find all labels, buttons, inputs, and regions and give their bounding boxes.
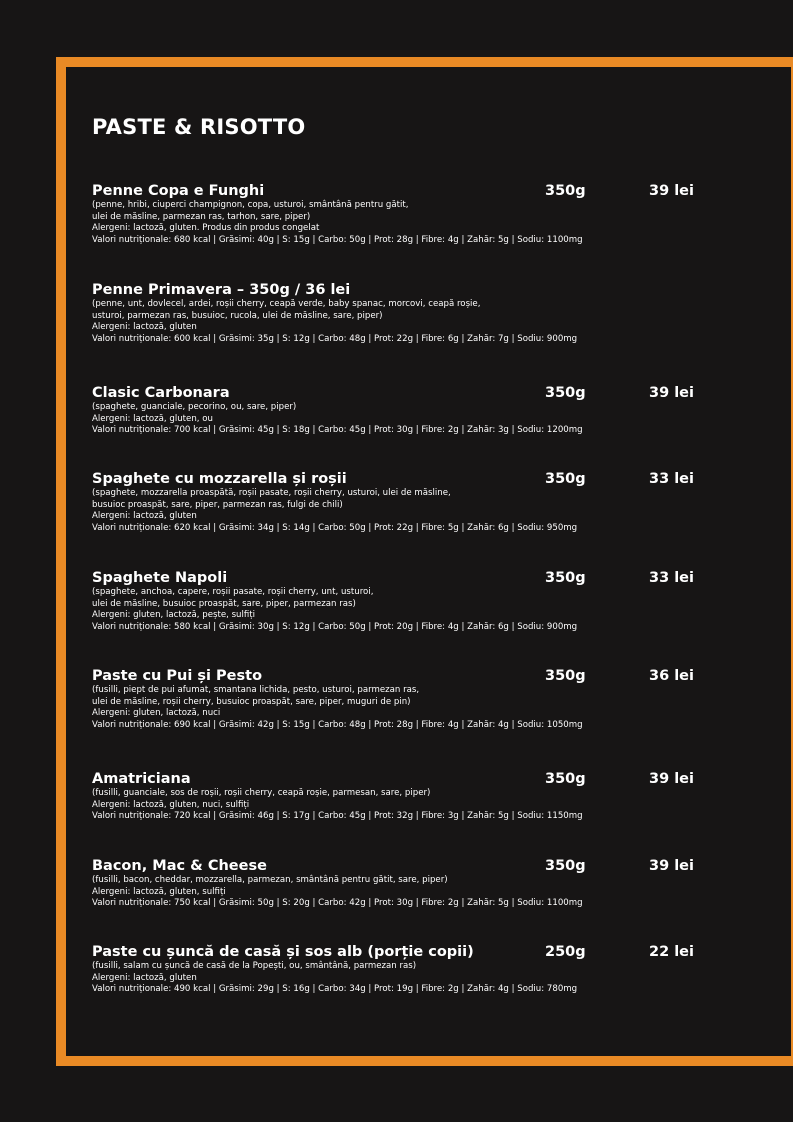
item-description: (penne, hribi, ciuperci champignon, copa, usturoi, smântână pentru gătit, ulei de măsline, parmezan ras, tarhon, sare, piper)	[92, 200, 409, 222]
item-name: Bacon, Mac & Cheese	[92, 858, 267, 874]
item-description: (spaghete, mozzarella proaspătă, roșii pasate, roșii cherry, usturoi, ulei de măsline, busuioc proaspăt, sare, piper, parmezan ras, fulgi de chili)	[92, 488, 451, 510]
item-weight: 350g	[545, 570, 586, 586]
item-nutrition: Valori nutriționale: 600 kcal | Grăsimi: 35g | S: 12g | Carbo: 48g | Prot: 22g | Fibre: 6g | Zahăr: 7g | Sodiu: 900mg	[92, 333, 578, 344]
menu-item	[92, 470, 702, 534]
item-name: Paste cu Pui și Pesto	[92, 668, 263, 684]
item-name: Penne Copa e Funghi	[92, 183, 265, 199]
item-name: Amatriciana	[92, 771, 191, 787]
item-weight: 350g	[545, 771, 586, 787]
menu-item	[92, 384, 702, 437]
item-weight: 350g	[545, 668, 586, 684]
item-description: (fusilli, piept de pui afumat, smantana lichida, pesto, usturoi, parmezan ras, ulei de măsline, roșii cherry, busuioc proaspăt, sare, piper, muguri de pin)	[92, 685, 420, 707]
item-nutrition: Valori nutriționale: 580 kcal | Grăsimi: 30g | S: 12g | Carbo: 50g | Prot: 20g | Fibre: 4g | Zahăr: 6g | Sodiu: 900mg	[92, 621, 578, 632]
item-price: 33 lei	[648, 471, 694, 487]
menu-item	[92, 569, 702, 633]
item-nutrition: Valori nutriționale: 750 kcal | Grăsimi: 50g | S: 20g | Carbo: 42g | Prot: 30g | Fibre: 2g | Zahăr: 5g | Sodiu: 1100mg	[92, 898, 583, 908]
item-description: (fusilli, bacon, cheddar, mozzarella, parmezan, smântână pentru gătit, sare, piper)	[92, 875, 448, 885]
item-allergens: Alergeni: lactoză, gluten	[92, 972, 197, 983]
item-description: (fusilli, salam cu șuncă de casă de la Popești, ou, smântână, parmezan ras)	[92, 961, 417, 971]
item-nutrition: Valori nutriționale: 490 kcal | Grăsimi: 29g | S: 16g | Carbo: 34g | Prot: 19g | Fibre: 2g | Zahăr: 4g | Sodiu: 780mg	[92, 984, 578, 994]
item-price: 22 lei	[648, 944, 694, 960]
menu-item	[92, 943, 702, 996]
item-price: 39 lei	[648, 183, 694, 199]
item-description: (spaghete, anchoa, capere, roșii pasate, roșii cherry, unt, usturoi, ulei de măsline, busuioc proaspăt, sare, piper, parmezan ras)	[92, 587, 374, 609]
item-weight: 350g	[545, 183, 586, 199]
item-name: Clasic Carbonara	[92, 385, 230, 401]
item-allergens: Alergeni: lactoză, gluten. Produs din produs congelat	[92, 223, 320, 233]
section-title: PASTE & RISOTTO	[92, 115, 306, 139]
item-nutrition: Valori nutriționale: 680 kcal | Grăsimi: 40g | S: 15g | Carbo: 50g | Prot: 28g | Fibre: 4g | Zahăr: 5g | Sodiu: 1100mg	[92, 234, 583, 245]
item-nutrition: Valori nutriționale: 700 kcal | Grăsimi: 45g | S: 18g | Carbo: 45g | Prot: 30g | Fibre: 2g | Zahăr: 3g | Sodiu: 1200mg	[92, 425, 583, 435]
item-description: (spaghete, guanciale, pecorino, ou, sare, piper)	[92, 402, 297, 412]
item-name: Spaghete Napoli	[92, 570, 228, 586]
item-allergens: Alergeni: lactoză, gluten	[92, 511, 197, 521]
menu-item	[92, 281, 702, 345]
menu-item	[92, 182, 702, 246]
menu-item	[92, 857, 702, 910]
item-price: 33 lei	[648, 570, 694, 586]
item-name: Spaghete cu mozzarella și roșii	[92, 471, 347, 487]
item-weight: 250g	[545, 944, 586, 960]
item-price: 36 lei	[648, 668, 694, 684]
item-nutrition: Valori nutriționale: 720 kcal | Grăsimi: 46g | S: 17g | Carbo: 45g | Prot: 32g | Fibre: 3g | Zahăr: 5g | Sodiu: 1150mg	[92, 811, 583, 821]
item-weight: 350g	[545, 385, 586, 401]
item-description: (fusilli, guanciale, sos de roșii, roșii cherry, ceapă roșie, parmesan, sare, piper)	[92, 788, 431, 798]
item-allergens: Alergeni: gluten, lactoză, nuci	[92, 708, 221, 718]
item-allergens: Alergeni: lactoză, gluten, ou	[92, 413, 213, 424]
menu-item	[92, 667, 702, 731]
item-name: Penne Primavera – 350g / 36 lei	[92, 282, 351, 298]
item-allergens: Alergeni: lactoză, gluten, sulfiți	[92, 886, 226, 897]
menu-item	[92, 770, 702, 823]
item-name: Paste cu șuncă de casă și sos alb (porție copii)	[92, 944, 474, 960]
item-nutrition: Valori nutriționale: 690 kcal | Grăsimi: 42g | S: 15g | Carbo: 48g | Prot: 28g | Fibre: 4g | Zahăr: 4g | Sodiu: 1050mg	[92, 719, 583, 730]
item-description: (penne, unt, dovlecel, ardei, roșii cherry, ceapă verde, baby spanac, morcovi, ceapă roșie, usturoi, parmezan ras, busuioc, rucola, ulei de măsline, sare, piper)	[92, 299, 481, 321]
item-allergens: Alergeni: lactoză, gluten	[92, 322, 197, 332]
item-weight: 350g	[545, 471, 586, 487]
item-price: 39 lei	[648, 858, 694, 874]
item-price: 39 lei	[648, 385, 694, 401]
item-allergens: Alergeni: gluten, lactoză, pește, sulfiți	[92, 610, 256, 620]
item-nutrition: Valori nutriționale: 620 kcal | Grăsimi: 34g | S: 14g | Carbo: 50g | Prot: 22g | Fibre: 5g | Zahăr: 6g | Sodiu: 950mg	[92, 522, 578, 533]
item-allergens: Alergeni: lactoză, gluten, nuci, sulfiți	[92, 799, 250, 810]
item-weight: 350g	[545, 858, 586, 874]
item-price: 39 lei	[648, 771, 694, 787]
